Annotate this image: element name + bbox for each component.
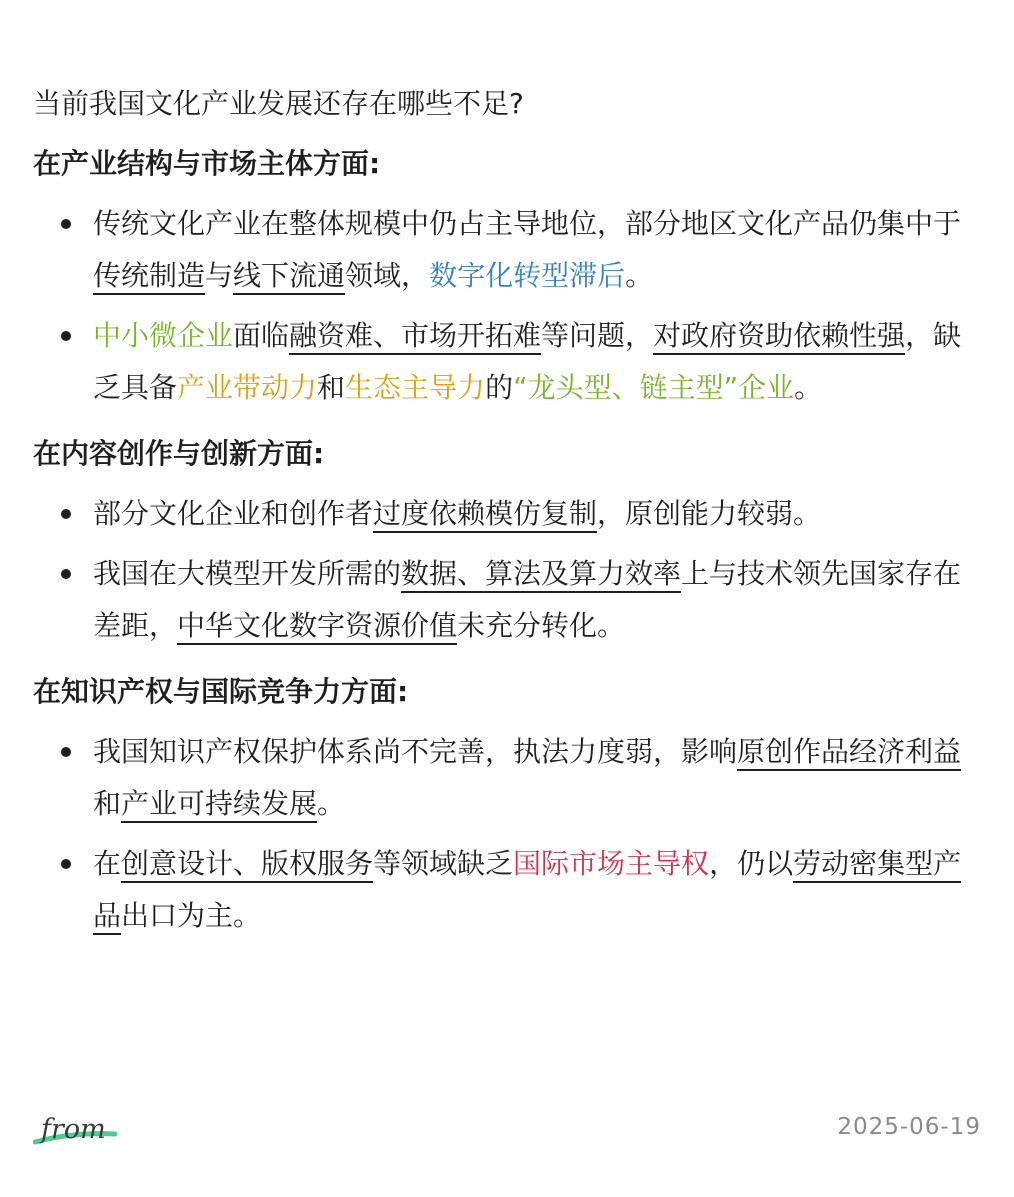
text-run: 。 [625, 259, 654, 292]
text-run: 在 [93, 847, 122, 880]
underlined-phrase: 对政府资助依赖性强 [653, 319, 905, 355]
highlighted-phrase: 国际市场主导权 [513, 847, 710, 880]
highlighted-phrase: 产业带动力 [177, 371, 318, 404]
text-run: 等问题， [541, 319, 654, 352]
text-run: 部分文化企业和创作者 [93, 497, 374, 530]
highlighted-phrase: 中小微企业 [93, 319, 234, 352]
from-logo-icon [33, 1108, 123, 1154]
underlined-phrase: 传统制造 [93, 259, 205, 295]
text-run: 。 [317, 787, 346, 820]
underlined-phrase: 融资难、市场开拓难 [289, 319, 541, 355]
bullet-list [33, 726, 978, 942]
text-run: 领域， [345, 259, 430, 292]
underlined-phrase: 中华文化数字资源价值 [177, 609, 457, 645]
list-item [33, 310, 978, 414]
text-run: ，仍以 [709, 847, 794, 880]
section-title: 在知识产权与国际竞争力方面: [33, 675, 409, 708]
text-run: 我国知识产权保护体系尚不完善，执法力度弱，影响 [93, 735, 738, 768]
bullet-list [33, 198, 978, 414]
list-item [33, 726, 978, 830]
text-run: 和 [317, 371, 346, 404]
intro-question: 当前我国文化产业发展还存在哪些不足? [33, 87, 524, 120]
text-run: 与 [205, 259, 234, 292]
svg-text:from: from [41, 1114, 106, 1145]
text-run: ，原创能力较弱。 [597, 497, 822, 530]
text-run: 。 [794, 371, 823, 404]
article [33, 78, 978, 956]
text-run: 我国在大模型开发所需的 [93, 557, 402, 590]
text-run: 上与技术领先国家存在差距， [93, 557, 962, 642]
footer [33, 1108, 981, 1158]
highlighted-phrase: “龙头型、链主型”企业 [513, 371, 795, 404]
underlined-phrase: 过度依赖模仿复制 [373, 497, 597, 533]
sections-container [33, 138, 978, 942]
text-run: 未充分转化。 [457, 609, 626, 642]
text-run: ，缺乏具备 [93, 319, 962, 404]
highlighted-phrase: 生态主导力 [345, 371, 486, 404]
section-title: 在产业结构与市场主体方面: [33, 147, 381, 180]
text-run: 出口为主。 [121, 899, 262, 932]
list-item [33, 838, 978, 942]
underlined-phrase: 产业可持续发展 [121, 787, 317, 823]
text-run: 等领域缺乏 [373, 847, 514, 880]
section-title: 在内容创作与创新方面: [33, 437, 325, 470]
highlighted-phrase: 数字化转型滞后 [429, 259, 626, 292]
text-run: 传统文化产业在整体规模中仍占主导地位，部分地区文化产品仍集中于 [93, 207, 962, 240]
list-item [33, 488, 978, 540]
bullet-list [33, 488, 978, 652]
text-run: 面临 [233, 319, 290, 352]
post-date: 2025-06-19 [837, 1114, 981, 1140]
underlined-phrase: 创意设计、版权服务 [121, 847, 373, 883]
list-item [33, 198, 978, 302]
list-item [33, 548, 978, 652]
underlined-phrase: 线下流通 [233, 259, 345, 295]
text-run: 和 [93, 787, 122, 820]
underlined-phrase: 数据、算法及算力效率 [401, 557, 681, 593]
text-run: 的 [485, 371, 514, 404]
underlined-phrase: 劳动密集型产品 [93, 847, 961, 935]
underlined-phrase: 原创作品经济利益 [737, 735, 961, 771]
